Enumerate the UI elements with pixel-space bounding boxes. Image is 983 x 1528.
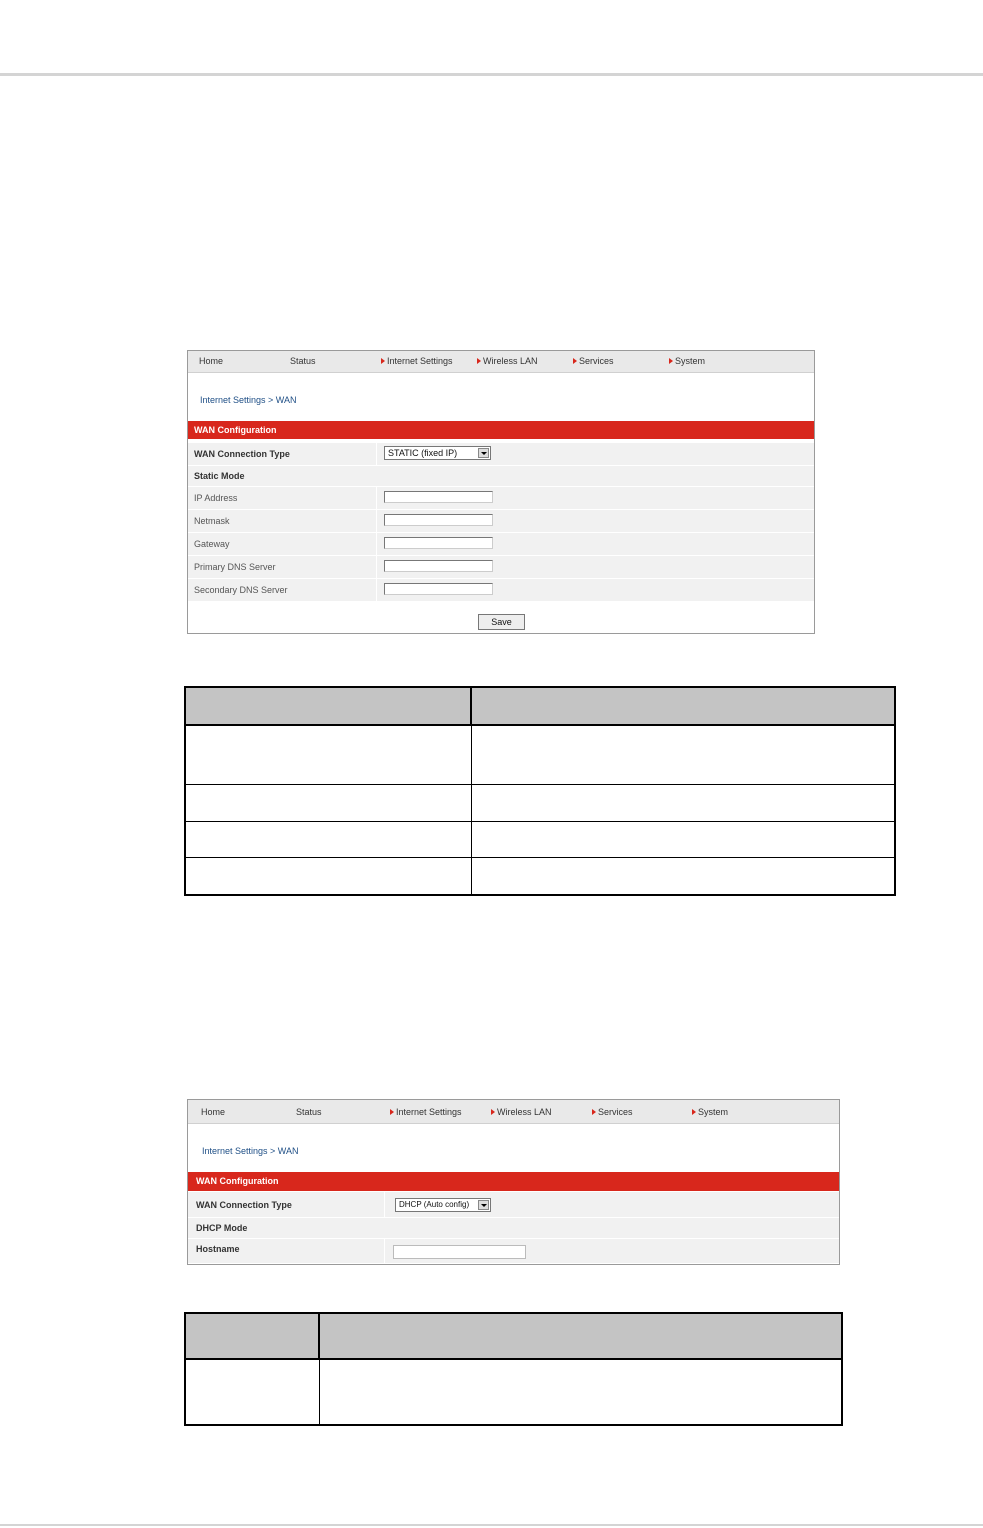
arrow-right-icon: [592, 1109, 596, 1115]
table-header-cell: [185, 1313, 319, 1359]
nav-bar: [188, 1100, 839, 1124]
nav-internet-settings[interactable]: [381, 356, 453, 366]
table-cell: [471, 784, 895, 821]
table-row: [185, 857, 895, 895]
primary-dns-label: Primary DNS Server: [194, 562, 276, 572]
connection-type-select[interactable]: [395, 1198, 491, 1212]
select-value: DHCP (Auto config): [399, 1200, 470, 1209]
nav-system[interactable]: [669, 356, 705, 366]
gateway-row: [188, 533, 814, 556]
dhcp-settings-table: [184, 1312, 843, 1426]
table-row: [185, 784, 895, 821]
hostname-input[interactable]: [393, 1245, 526, 1259]
table-header-cell: [319, 1313, 842, 1359]
breadcrumb[interactable]: Internet Settings > WAN: [202, 1146, 299, 1156]
section-title: WAN Configuration: [188, 421, 814, 439]
nav-wireless-lan[interactable]: [477, 356, 538, 366]
table-cell: [471, 857, 895, 895]
table-cell: [319, 1359, 842, 1425]
table-cell: [185, 725, 471, 784]
arrow-right-icon: [669, 358, 673, 364]
nav-internet-settings[interactable]: [390, 1107, 462, 1117]
gateway-label: Gateway: [194, 539, 230, 549]
table-cell: [185, 1359, 319, 1425]
nav-home[interactable]: Home: [201, 1107, 226, 1117]
arrow-right-icon: [390, 1109, 394, 1115]
static-settings-table: [184, 686, 896, 896]
nav-services[interactable]: [573, 356, 614, 366]
table-header-cell: [185, 687, 471, 725]
connection-type-row: [188, 1192, 839, 1218]
nav-bar: [188, 351, 814, 373]
connection-type-label: WAN Connection Type: [194, 449, 290, 459]
netmask-row: [188, 510, 814, 533]
table-cell: [185, 857, 471, 895]
arrow-right-icon: [692, 1109, 696, 1115]
table-header-row: [185, 1313, 842, 1359]
header-rule: [0, 73, 983, 76]
dropdown-arrow-icon: [478, 1200, 489, 1210]
dropdown-arrow-icon: [478, 448, 489, 458]
table-cell: [185, 821, 471, 857]
netmask-label: Netmask: [194, 516, 230, 526]
section-title: WAN Configuration: [188, 1172, 839, 1191]
hostname-label: Hostname: [196, 1244, 240, 1254]
mode-title-row: [188, 466, 814, 487]
primary-dns-input[interactable]: [384, 560, 493, 572]
nav-system[interactable]: [692, 1107, 728, 1117]
secondary-dns-label: Secondary DNS Server: [194, 585, 288, 595]
secondary-dns-input[interactable]: [384, 583, 493, 595]
nav-wireless-lan[interactable]: [491, 1107, 552, 1117]
breadcrumb[interactable]: Internet Settings > WAN: [200, 395, 297, 405]
hostname-row: [188, 1239, 839, 1264]
arrow-right-icon: [491, 1109, 495, 1115]
nav-label: Internet Settings: [396, 1107, 462, 1117]
primary-dns-row: [188, 556, 814, 579]
nav-label: System: [675, 356, 706, 366]
ip-address-input[interactable]: [384, 491, 493, 503]
dhcp-wan-screenshot: [187, 1099, 840, 1265]
table-cell: [185, 784, 471, 821]
nav-home[interactable]: Home: [199, 356, 224, 366]
select-value: STATIC (fixed IP): [388, 448, 458, 458]
ip-address-row: [188, 487, 814, 510]
arrow-right-icon: [381, 358, 385, 364]
mode-title-row: [188, 1218, 839, 1239]
table-header-cell: [471, 687, 895, 725]
save-button[interactable]: Save: [478, 614, 525, 630]
ip-address-label: IP Address: [194, 493, 238, 503]
nav-status[interactable]: Status: [296, 1107, 322, 1117]
table-cell: [471, 821, 895, 857]
mode-title: Static Mode: [194, 471, 245, 481]
nav-label: Wireless LAN: [483, 356, 538, 366]
arrow-right-icon: [573, 358, 577, 364]
table-row: [185, 1359, 842, 1425]
table-row: [185, 821, 895, 857]
table-header-row: [185, 687, 895, 725]
table-row: [185, 725, 895, 784]
table-cell: [471, 725, 895, 784]
connection-type-label: WAN Connection Type: [196, 1200, 292, 1210]
netmask-input[interactable]: [384, 514, 493, 526]
gateway-input[interactable]: [384, 537, 493, 549]
connection-type-row: [188, 443, 814, 466]
nav-label: Wireless LAN: [497, 1107, 552, 1117]
arrow-right-icon: [477, 358, 481, 364]
nav-label: Services: [579, 356, 614, 366]
secondary-dns-row: [188, 579, 814, 602]
nav-label: Internet Settings: [387, 356, 453, 366]
static-wan-screenshot: [187, 350, 815, 634]
nav-services[interactable]: [592, 1107, 633, 1117]
nav-label: System: [698, 1107, 729, 1117]
connection-type-select[interactable]: [384, 446, 491, 460]
nav-status[interactable]: Status: [290, 356, 316, 366]
mode-title: DHCP Mode: [196, 1223, 248, 1233]
nav-label: Services: [598, 1107, 633, 1117]
footer-rule: [0, 1524, 983, 1526]
